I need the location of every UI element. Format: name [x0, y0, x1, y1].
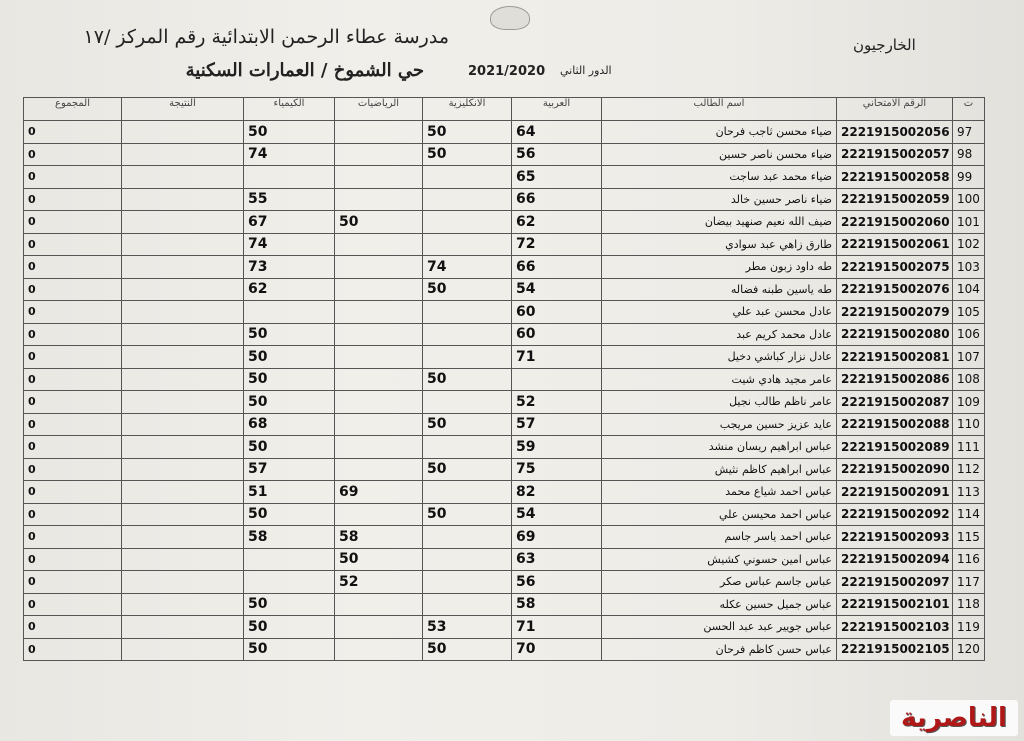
english-grade-cell	[423, 526, 512, 549]
math-grade-cell: 69	[335, 481, 423, 504]
english-grade-cell: 74	[423, 256, 512, 279]
total-cell: 0	[24, 503, 122, 526]
student-name-cell: عايد عزيز حسين مريجب	[602, 413, 837, 436]
exam-number-cell: 2221915002093	[837, 526, 953, 549]
result-cell	[122, 548, 244, 571]
chemistry-grade-cell: 67	[244, 211, 335, 234]
header-total: المجموع	[24, 98, 122, 121]
student-name-cell: عادل نزار كباشي دخيل	[602, 346, 837, 369]
student-name-cell: عباس احمد شياع محمد	[602, 481, 837, 504]
table-row	[24, 278, 985, 301]
chemistry-grade-cell: 50	[244, 121, 335, 144]
student-name-cell: عامر مجيد هادي شيت	[602, 368, 837, 391]
result-cell	[122, 413, 244, 436]
student-name-cell: عباس جميل حسين عكله	[602, 593, 837, 616]
table-row	[24, 256, 985, 279]
table-row	[24, 121, 985, 144]
exam-number-cell: 2221915002094	[837, 548, 953, 571]
math-grade-cell	[335, 233, 423, 256]
result-cell	[122, 323, 244, 346]
table-row	[24, 571, 985, 594]
exam-number-cell: 2221915002058	[837, 166, 953, 189]
arabic-grade-cell: 62	[512, 211, 602, 234]
chemistry-grade-cell: 50	[244, 616, 335, 639]
exam-number-cell: 2221915002092	[837, 503, 953, 526]
header-math: الرياضيات	[335, 98, 423, 121]
arabic-grade-cell: 72	[512, 233, 602, 256]
academic-year: 2021/2020	[468, 64, 546, 79]
student-name-cell: ضياء محمد عبد ساجت	[602, 166, 837, 189]
table-row	[24, 143, 985, 166]
english-grade-cell	[423, 548, 512, 571]
math-grade-cell	[335, 413, 423, 436]
math-grade-cell	[335, 323, 423, 346]
english-grade-cell: 50	[423, 278, 512, 301]
chemistry-grade-cell: 50	[244, 638, 335, 661]
arabic-grade-cell: 54	[512, 503, 602, 526]
exam-number-cell: 2221915002090	[837, 458, 953, 481]
arabic-grade-cell: 63	[512, 548, 602, 571]
result-cell	[122, 526, 244, 549]
english-grade-cell: 50	[423, 121, 512, 144]
math-grade-cell	[335, 368, 423, 391]
chemistry-grade-cell	[244, 301, 335, 324]
emblem-icon	[490, 6, 530, 30]
exam-number-cell: 2221915002075	[837, 256, 953, 279]
total-cell: 0	[24, 278, 122, 301]
index-cell: 100	[953, 188, 985, 211]
math-grade-cell	[335, 593, 423, 616]
table-row	[24, 211, 985, 234]
chemistry-grade-cell: 50	[244, 346, 335, 369]
index-cell: 107	[953, 346, 985, 369]
exam-number-cell: 2221915002091	[837, 481, 953, 504]
student-name-cell: عباس امين حسوني كشيش	[602, 548, 837, 571]
math-grade-cell: 52	[335, 571, 423, 594]
student-name-cell: عباس ابراهيم ريسان منشد	[602, 436, 837, 459]
arabic-grade-cell	[512, 368, 602, 391]
table-row	[24, 481, 985, 504]
student-name-cell: عباس احمد ياسر جاسم	[602, 526, 837, 549]
english-grade-cell	[423, 188, 512, 211]
total-cell: 0	[24, 481, 122, 504]
index-cell: 104	[953, 278, 985, 301]
exam-number-cell: 2221915002088	[837, 413, 953, 436]
arabic-grade-cell: 70	[512, 638, 602, 661]
table-header	[24, 98, 985, 121]
arabic-grade-cell: 75	[512, 458, 602, 481]
math-grade-cell	[335, 188, 423, 211]
chemistry-grade-cell	[244, 571, 335, 594]
index-cell: 111	[953, 436, 985, 459]
arabic-grade-cell: 52	[512, 391, 602, 414]
index-cell: 114	[953, 503, 985, 526]
exam-number-cell: 2221915002086	[837, 368, 953, 391]
result-cell	[122, 481, 244, 504]
english-grade-cell	[423, 571, 512, 594]
table-row	[24, 526, 985, 549]
index-cell: 119	[953, 616, 985, 639]
table-row	[24, 593, 985, 616]
exam-number-cell: 2221915002089	[837, 436, 953, 459]
total-cell: 0	[24, 211, 122, 234]
english-grade-cell: 53	[423, 616, 512, 639]
header-chemistry: الكيمياء	[244, 98, 335, 121]
arabic-grade-cell: 71	[512, 616, 602, 639]
math-grade-cell	[335, 346, 423, 369]
index-cell: 108	[953, 368, 985, 391]
table-row	[24, 458, 985, 481]
exam-number-cell: 2221915002105	[837, 638, 953, 661]
result-cell	[122, 503, 244, 526]
total-cell: 0	[24, 571, 122, 594]
index-cell: 102	[953, 233, 985, 256]
index-cell: 105	[953, 301, 985, 324]
chemistry-grade-cell: 50	[244, 368, 335, 391]
index-cell: 120	[953, 638, 985, 661]
english-grade-cell	[423, 301, 512, 324]
math-grade-cell	[335, 256, 423, 279]
english-grade-cell	[423, 593, 512, 616]
student-name-cell: عادل محمد كريم عبد	[602, 323, 837, 346]
arabic-grade-cell: 69	[512, 526, 602, 549]
header-student-name: اسم الطالب	[602, 98, 837, 121]
english-grade-cell	[423, 166, 512, 189]
header-english: الانكليزية	[423, 98, 512, 121]
exam-number-cell: 2221915002081	[837, 346, 953, 369]
arabic-grade-cell: 60	[512, 301, 602, 324]
exam-number-cell: 2221915002057	[837, 143, 953, 166]
student-name-cell: ضياء محسن ثاجب فرحان	[602, 121, 837, 144]
student-name-cell: عادل محسن عبد علي	[602, 301, 837, 324]
math-grade-cell	[335, 503, 423, 526]
result-cell	[122, 233, 244, 256]
index-cell: 99	[953, 166, 985, 189]
total-cell: 0	[24, 256, 122, 279]
table-row	[24, 233, 985, 256]
table-row	[24, 391, 985, 414]
header-arabic: العربية	[512, 98, 602, 121]
english-grade-cell: 50	[423, 413, 512, 436]
arabic-grade-cell: 59	[512, 436, 602, 459]
total-cell: 0	[24, 526, 122, 549]
math-grade-cell	[335, 436, 423, 459]
arabic-grade-cell: 65	[512, 166, 602, 189]
index-cell: 112	[953, 458, 985, 481]
header-index: ت	[953, 98, 985, 121]
chemistry-grade-cell: 68	[244, 413, 335, 436]
index-cell: 109	[953, 391, 985, 414]
total-cell: 0	[24, 413, 122, 436]
chemistry-grade-cell: 51	[244, 481, 335, 504]
arabic-grade-cell: 82	[512, 481, 602, 504]
student-name-cell: عامر ناظم طالب نجيل	[602, 391, 837, 414]
chemistry-grade-cell: 62	[244, 278, 335, 301]
index-cell: 101	[953, 211, 985, 234]
math-grade-cell	[335, 458, 423, 481]
chemistry-grade-cell	[244, 548, 335, 571]
index-cell: 115	[953, 526, 985, 549]
header-result: النتيجة	[122, 98, 244, 121]
result-cell	[122, 436, 244, 459]
exam-number-cell: 2221915002097	[837, 571, 953, 594]
chemistry-grade-cell: 50	[244, 593, 335, 616]
index-cell: 106	[953, 323, 985, 346]
student-name-cell: طارق زاهي عبد سوادي	[602, 233, 837, 256]
math-grade-cell	[335, 638, 423, 661]
total-cell: 0	[24, 346, 122, 369]
table-row	[24, 301, 985, 324]
table-row	[24, 616, 985, 639]
result-cell	[122, 121, 244, 144]
arabic-grade-cell: 60	[512, 323, 602, 346]
chemistry-grade-cell: 50	[244, 503, 335, 526]
table-row	[24, 166, 985, 189]
exam-number-cell: 2221915002080	[837, 323, 953, 346]
english-grade-cell: 50	[423, 458, 512, 481]
result-cell	[122, 211, 244, 234]
english-grade-cell	[423, 211, 512, 234]
total-cell: 0	[24, 458, 122, 481]
exam-number-cell: 2221915002101	[837, 593, 953, 616]
watermark-text: الناصرية	[901, 703, 1007, 733]
student-name-cell: عباس ابراهيم كاظم نثيش	[602, 458, 837, 481]
table-row	[24, 413, 985, 436]
chemistry-grade-cell: 74	[244, 233, 335, 256]
chemistry-grade-cell: 58	[244, 526, 335, 549]
watermark-logo	[890, 700, 1018, 736]
index-cell: 98	[953, 143, 985, 166]
math-grade-cell	[335, 166, 423, 189]
math-grade-cell: 58	[335, 526, 423, 549]
english-grade-cell	[423, 346, 512, 369]
table-row	[24, 346, 985, 369]
student-name-cell: عباس جويير عبد عبد الحسن	[602, 616, 837, 639]
arabic-grade-cell: 66	[512, 256, 602, 279]
result-cell	[122, 301, 244, 324]
arabic-grade-cell: 58	[512, 593, 602, 616]
math-grade-cell	[335, 391, 423, 414]
category-label: الخارجيون	[853, 36, 916, 54]
result-cell	[122, 638, 244, 661]
chemistry-grade-cell: 50	[244, 436, 335, 459]
total-cell: 0	[24, 436, 122, 459]
total-cell: 0	[24, 166, 122, 189]
english-grade-cell: 50	[423, 638, 512, 661]
total-cell: 0	[24, 121, 122, 144]
result-cell	[122, 458, 244, 481]
english-grade-cell	[423, 323, 512, 346]
result-cell	[122, 188, 244, 211]
result-cell	[122, 368, 244, 391]
english-grade-cell	[423, 436, 512, 459]
exam-round: الدور الثاني	[560, 64, 612, 77]
grades-table	[23, 97, 985, 661]
result-cell	[122, 593, 244, 616]
result-cell	[122, 571, 244, 594]
student-name-cell: ضياء ناصر حسين خالد	[602, 188, 837, 211]
total-cell: 0	[24, 593, 122, 616]
table-row	[24, 638, 985, 661]
math-grade-cell	[335, 121, 423, 144]
result-cell	[122, 278, 244, 301]
index-cell: 117	[953, 571, 985, 594]
arabic-grade-cell: 56	[512, 571, 602, 594]
chemistry-grade-cell: 57	[244, 458, 335, 481]
student-name-cell: طه ياسين طبنه فضاله	[602, 278, 837, 301]
chemistry-grade-cell: 50	[244, 323, 335, 346]
chemistry-grade-cell: 55	[244, 188, 335, 211]
arabic-grade-cell: 57	[512, 413, 602, 436]
header-exam-number: الرقم الامتحاني	[837, 98, 953, 121]
math-grade-cell	[335, 143, 423, 166]
total-cell: 0	[24, 143, 122, 166]
arabic-grade-cell: 54	[512, 278, 602, 301]
table-row	[24, 323, 985, 346]
result-cell	[122, 616, 244, 639]
index-cell: 103	[953, 256, 985, 279]
total-cell: 0	[24, 301, 122, 324]
arabic-grade-cell: 64	[512, 121, 602, 144]
student-name-cell: طه داود زبون مطر	[602, 256, 837, 279]
index-cell: 116	[953, 548, 985, 571]
table-row	[24, 548, 985, 571]
exam-number-cell: 2221915002076	[837, 278, 953, 301]
exam-number-cell: 2221915002087	[837, 391, 953, 414]
total-cell: 0	[24, 548, 122, 571]
student-name-cell: عباس حسن كاظم فرحان	[602, 638, 837, 661]
chemistry-grade-cell: 73	[244, 256, 335, 279]
exam-number-cell: 2221915002061	[837, 233, 953, 256]
chemistry-grade-cell	[244, 166, 335, 189]
english-grade-cell	[423, 391, 512, 414]
result-cell	[122, 143, 244, 166]
exam-number-cell: 2221915002103	[837, 616, 953, 639]
english-grade-cell	[423, 233, 512, 256]
exam-number-cell: 2221915002059	[837, 188, 953, 211]
english-grade-cell: 50	[423, 503, 512, 526]
math-grade-cell	[335, 278, 423, 301]
exam-number-cell: 2221915002056	[837, 121, 953, 144]
table-row	[24, 368, 985, 391]
student-name-cell: ضياء محسن ناصر حسين	[602, 143, 837, 166]
result-cell	[122, 391, 244, 414]
english-grade-cell: 50	[423, 143, 512, 166]
student-name-cell: عباس جاسم عباس صكر	[602, 571, 837, 594]
table-row	[24, 188, 985, 211]
table-row	[24, 436, 985, 459]
exam-number-cell: 2221915002060	[837, 211, 953, 234]
math-grade-cell	[335, 616, 423, 639]
result-cell	[122, 166, 244, 189]
arabic-grade-cell: 56	[512, 143, 602, 166]
total-cell: 0	[24, 233, 122, 256]
total-cell: 0	[24, 391, 122, 414]
exam-number-cell: 2221915002079	[837, 301, 953, 324]
english-grade-cell: 50	[423, 368, 512, 391]
arabic-grade-cell: 71	[512, 346, 602, 369]
index-cell: 110	[953, 413, 985, 436]
chemistry-grade-cell: 50	[244, 391, 335, 414]
total-cell: 0	[24, 368, 122, 391]
student-name-cell: ضيف الله نعيم صنهيد بيضان	[602, 211, 837, 234]
table-row	[24, 503, 985, 526]
student-name-cell: عباس احمد محيسن علي	[602, 503, 837, 526]
arabic-grade-cell: 66	[512, 188, 602, 211]
district-name: حي الشموخ / العمارات السكنية	[185, 60, 424, 81]
english-grade-cell	[423, 481, 512, 504]
math-grade-cell: 50	[335, 548, 423, 571]
index-cell: 118	[953, 593, 985, 616]
math-grade-cell	[335, 301, 423, 324]
total-cell: 0	[24, 616, 122, 639]
chemistry-grade-cell: 74	[244, 143, 335, 166]
result-cell	[122, 346, 244, 369]
index-cell: 97	[953, 121, 985, 144]
total-cell: 0	[24, 638, 122, 661]
total-cell: 0	[24, 323, 122, 346]
school-name: مدرسة عطاء الرحمن الابتدائية رقم المركز /١٧	[83, 26, 449, 48]
index-cell: 113	[953, 481, 985, 504]
result-cell	[122, 256, 244, 279]
total-cell: 0	[24, 188, 122, 211]
math-grade-cell: 50	[335, 211, 423, 234]
